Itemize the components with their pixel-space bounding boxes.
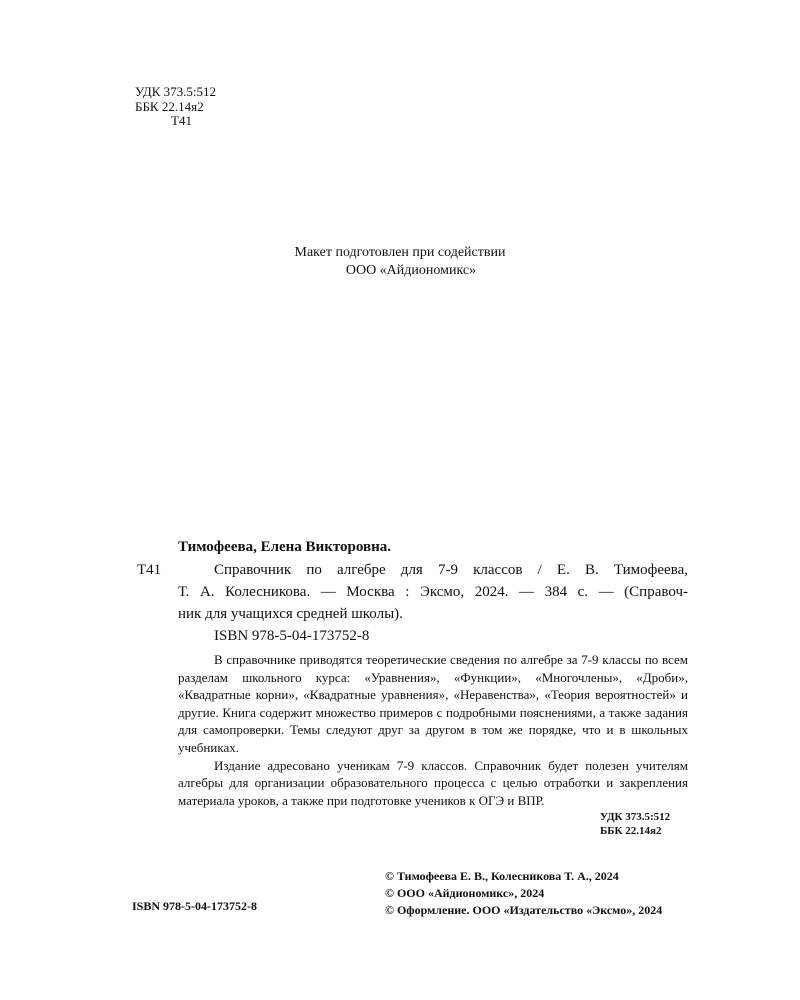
prepared-line-1: Макет подготовлен при содействии — [294, 245, 506, 260]
isbn-bottom: ISBN 978-5-04-173752-8 — [132, 899, 257, 913]
classification-codes-top — [135, 85, 216, 129]
biblio-line-2: Т. А. Колесникова. — Москва : Эксмо, 2024. — 384 с. — (Справоч- — [178, 584, 688, 600]
classification-codes-bottom — [600, 810, 670, 838]
annotation-paragraph-1: В справочнике приводятся теоретические сведения по алгебре за 7-9 классы по всем разделам школьного курса: «Уравнения», «Функции», «Многочлены», «Дроби», «Квадратные корни», «Квадратные уравнения», «Неравенства», «Теория вероятностей» и другие. Книга содержит множество примеров с подробными пояснениями, а также задания для самопроверки. Темы следуют друг за другом в том же порядке, что и в школьных учебниках. — [178, 652, 688, 755]
copyright-authors: © Тимофеева Е. В., Колесникова Т. А., 2024 — [385, 869, 619, 883]
udk-code-bottom: УДК 373.5:512 — [600, 811, 671, 823]
annotation-paragraph-2: Издание адресовано ученикам 7-9 классов. Справочник будет полезен учителям алгебры для организации образовательного процесса с целью отработки и закрепления материала уроков, а также при подготовке учеников к ОГЭ и ВПР. — [178, 757, 688, 808]
udk-code: УДК 373.5:512 — [135, 84, 217, 99]
annotation — [178, 651, 688, 809]
author-mark: Т41 — [171, 113, 192, 128]
copyright-block — [385, 868, 662, 919]
biblio-isbn: ISBN 978-5-04-173752-8 — [214, 628, 370, 644]
bbk-code-bottom: ББК 22.14я2 — [600, 825, 662, 837]
bbk-code: ББК 22.14я2 — [135, 98, 204, 114]
biblio-line-1: Справочник по алгебре для 7-9 классов / Е. В. Тимофеева, — [214, 562, 688, 578]
bibliographic-description — [178, 559, 688, 647]
prepared-note — [0, 244, 800, 280]
copyright-company: © ООО «Айдиономикс», 2024 — [385, 886, 545, 900]
biblio-line-3: ник для учащихся средней школы). — [178, 606, 403, 622]
copyright-design: © Оформление. ООО «Издательство «Эксмо», 2024 — [385, 903, 663, 917]
author-name: Тимофеева, Елена Викторовна. — [178, 539, 391, 555]
prepared-line-2: ООО «Айдиономикс» — [345, 263, 477, 278]
biblio-author-mark: Т41 — [137, 562, 162, 578]
